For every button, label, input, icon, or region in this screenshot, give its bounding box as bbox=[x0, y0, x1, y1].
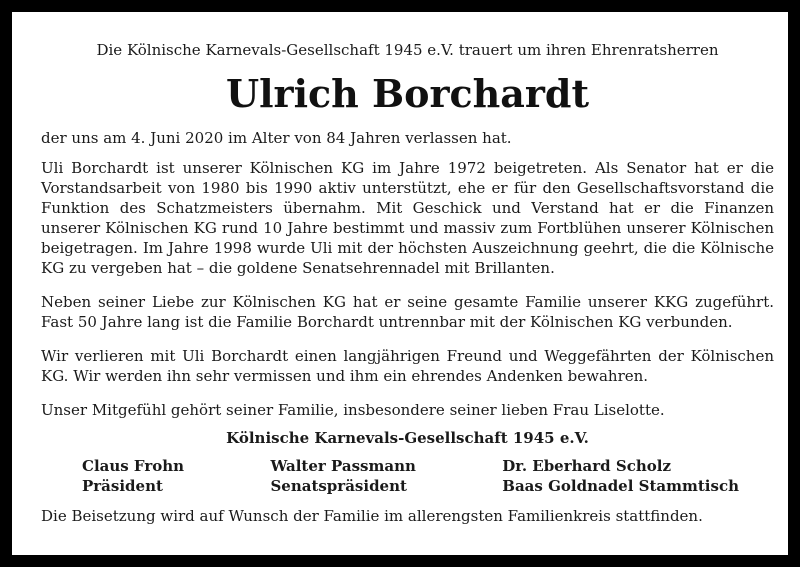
paragraph-date: der uns am 4. Juni 2020 im Alter von 84 Jahren verlassen hat. bbox=[41, 129, 512, 147]
closing-note: Die Beisetzung wird auf Wunsch der Familie im allerengsten Familienkreis stattfinden. bbox=[41, 507, 703, 525]
organization-name: Kölnische Karnevals-Gesellschaft 1945 e.V. bbox=[226, 429, 589, 447]
paragraph-farewell: Wir verlieren mit Uli Borchardt einen langjährigen Freund und Weggefährten der Kölnischen KG. Wir werden ihn sehr vermissen und ihm ein ehrendes Andenken bewahren. bbox=[41, 347, 774, 385]
signatory-name: Dr. Eberhard Scholz bbox=[502, 457, 671, 475]
signatory bbox=[82, 456, 184, 496]
signatory-role: Baas Goldnadel Stammtisch bbox=[502, 477, 739, 495]
obituary-notice bbox=[41, 40, 774, 526]
signatory-name: Walter Passmann bbox=[270, 457, 416, 475]
paragraph-family: Neben seiner Liebe zur Kölnischen KG hat er seine gesamte Familie unserer KKG zugeführt. Fast 50 Jahre lang ist die Familie Borchardt untrennbar mit der Kölnischen KG verbunden. bbox=[41, 293, 774, 331]
paragraph-condolence: Unser Mitgefühl gehört seiner Familie, insbesondere seiner lieben Frau Liselotte. bbox=[41, 401, 665, 419]
signatory-role: Präsident bbox=[82, 477, 163, 495]
deceased-name: Ulrich Borchardt bbox=[225, 71, 590, 116]
signatory-name: Claus Frohn bbox=[82, 457, 185, 475]
paragraph-history: Uli Borchardt ist unserer Kölnischen KG im Jahre 1972 beigetreten. Als Senator hat er die Vorstandsarbeit von 1980 bis 1990 aktiv unterstützt, ehe er für den Gesellschaftsvorstand die Funktion des Schatzmeisters übernahm. Mit Geschick und Verstand hat er die Finanzen unserer Kölnischen KG rund 10 Jahre bestimmt und massiv zum Fortblühen unserer Kölnischen beigetragen. Im Jahre 1998 wurde Uli mit der höchsten Auszeichnung geehrt, die die Kölnische KG zu vergeben hat – die goldene Senatsehrennadel mit Brillanten. bbox=[41, 159, 774, 277]
intro-line: Die Kölnische Karnevals-Gesellschaft 1945 e.V. trauert um ihren Ehrenratsherren bbox=[96, 41, 719, 59]
signatories bbox=[41, 456, 774, 496]
signatory-role: Senatspräsident bbox=[270, 477, 407, 495]
signatory bbox=[270, 456, 415, 496]
signatory bbox=[502, 456, 739, 496]
